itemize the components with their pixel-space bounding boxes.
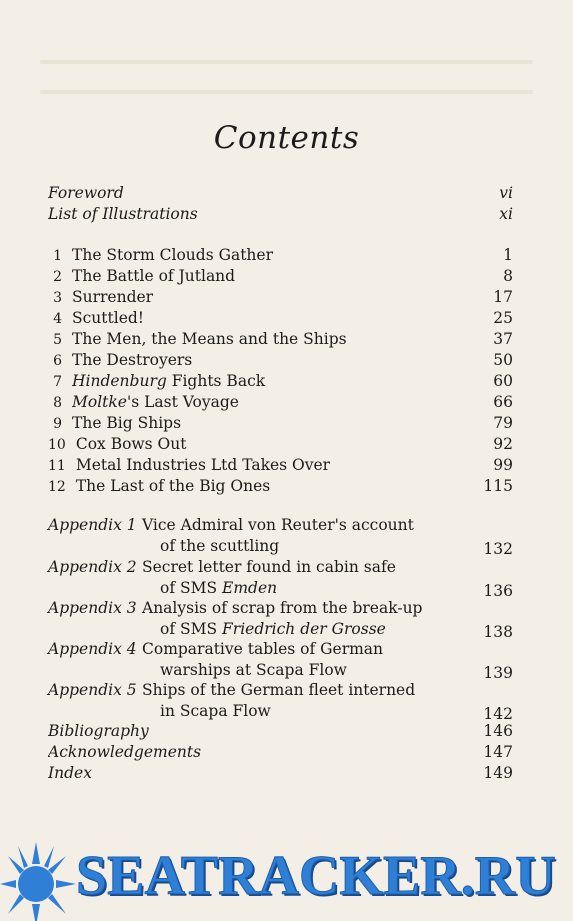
- toc-entry-foreword: Foreword vi: [48, 184, 513, 202]
- watermark-text: SEATRACKER.RU: [76, 845, 556, 907]
- toc-chapter-row: 4 Scuttled! 25: [53, 309, 513, 327]
- toc-chapter-row: 12 The Last of the Big Ones 115: [48, 477, 513, 495]
- toc-appendix-entry: Appendix 3 Analysis of scrap from the break-up of SMS Friedrich der Grosse 138: [48, 599, 513, 641]
- seatracker-watermark: [0, 836, 573, 921]
- toc-appendix-entry: Appendix 2 Secret letter found in cabin safe of SMS Emden 136: [48, 558, 513, 600]
- toc-chapter-row: 9 The Big Ships 79: [53, 414, 513, 432]
- toc-chapter-row: 1 The Storm Clouds Gather 1: [53, 246, 513, 264]
- toc-entry-bibliography: Bibliography 146: [48, 722, 513, 740]
- sun-icon: [0, 836, 80, 921]
- toc-chapter-row: 2 The Battle of Jutland 8: [53, 267, 513, 285]
- toc-chapter-row: 11 Metal Industries Ltd Takes Over 99: [48, 456, 513, 474]
- bleed-through-line: [40, 90, 533, 94]
- toc-chapter-row: 6 The Destroyers 50: [53, 351, 513, 369]
- toc-chapter-row: 7 Hindenburg Fights Back 60: [53, 372, 513, 390]
- toc-chapter-row: 5 The Men, the Means and the Ships 37: [53, 330, 513, 348]
- toc-entry-index: Index 149: [48, 764, 513, 782]
- page-title: Contents: [213, 120, 360, 156]
- toc-chapter-row: 8 Moltke's Last Voyage 66: [53, 393, 513, 411]
- toc-chapter-row: 3 Surrender 17: [53, 288, 513, 306]
- toc-entry-acknowledgements: Acknowledgements 147: [48, 743, 513, 761]
- toc-chapter-row: 10 Cox Bows Out 92: [48, 435, 513, 453]
- toc-entry-illustrations: List of Illustrations xi: [48, 205, 513, 223]
- toc-appendix-entry: Appendix 1 Vice Admiral von Reuter's account of the scuttling 132: [48, 516, 513, 558]
- toc-appendix-entry: Appendix 4 Comparative tables of German warships at Scapa Flow 139: [48, 640, 513, 682]
- bleed-through-line: [40, 60, 533, 64]
- toc-appendix-entry: Appendix 5 Ships of the German fleet interned in Scapa Flow 142: [48, 681, 513, 723]
